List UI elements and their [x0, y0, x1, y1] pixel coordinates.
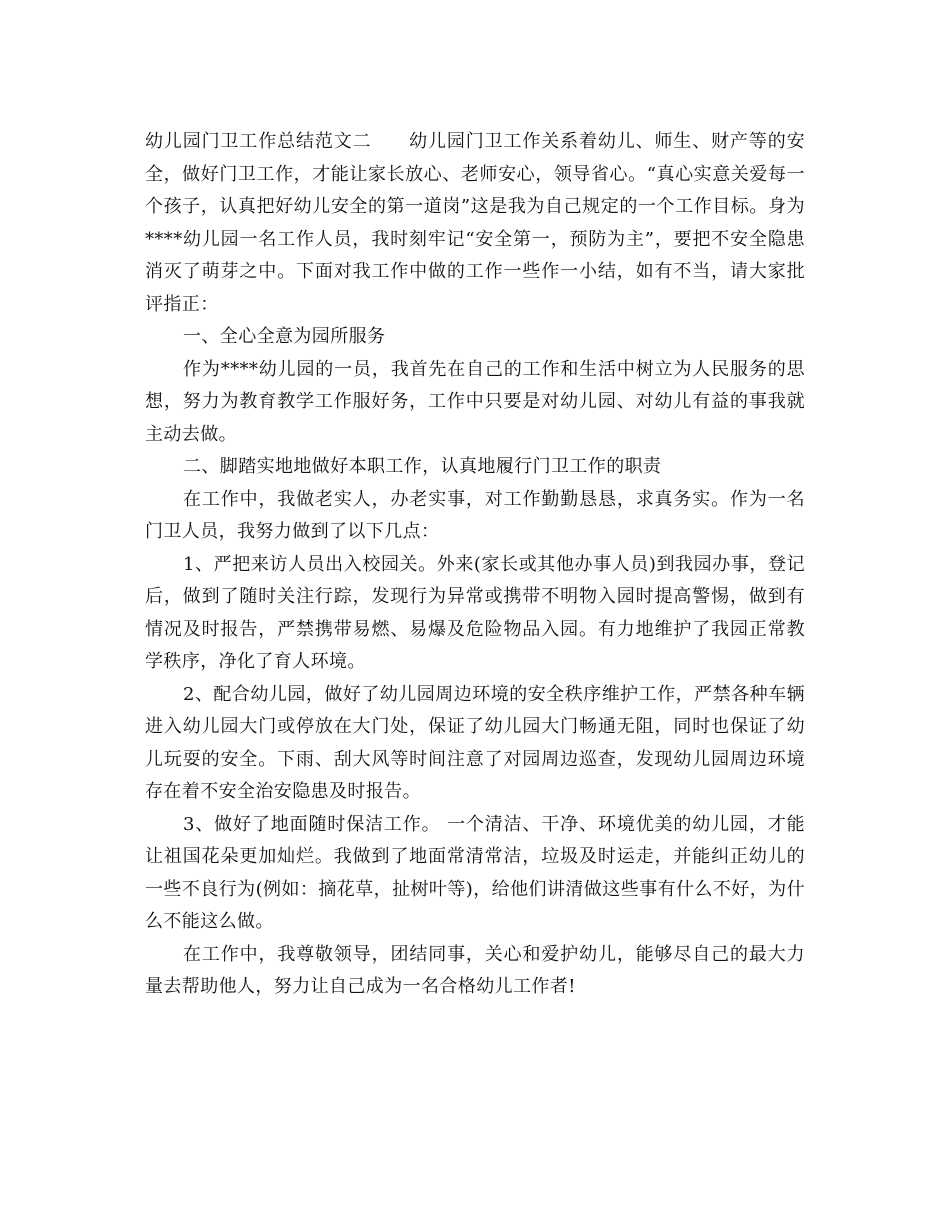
body-paragraph: 作为****幼儿园的一员，我首先在自己的工作和生活中树立为人民服务的思想，努力为教育教学工作服好务，工作中只要是对幼儿园、对幼儿有益的事我就主动去做。: [145, 358, 805, 445]
list-item-3: 3、做好了地面随时保洁工作。 一个清洁、干净、环境优美的幼儿园，才能让祖国花朵更加灿烂。我做到了地面常清常洁，垃圾及时运走，并能纠正幼儿的一些不良行为(例如：摘花草，扯树叶等)，给他们讲清做这些事有什么不好，为什么不能这么做。: [145, 813, 805, 932]
section-heading-2: 二、脚踏实地地做好本职工作，认真地履行门卫工作的职责: [183, 456, 662, 477]
document-body: [145, 126, 805, 1004]
section-heading-1: 一、全心全意为园所服务: [183, 326, 386, 347]
body-paragraph: 在工作中，我做老实人，办老实事，对工作勤勤恳恳，求真务实。作为一名门卫人员，我努力做到了以下几点：: [145, 488, 805, 542]
list-item-2: 2、配合幼儿园，做好了幼儿园周边环境的安全秩序维护工作，严禁各种车辆进入幼儿园大门或停放在大门处，保证了幼儿园大门畅通无阻，同时也保证了幼儿玩耍的安全。下雨、刮大风等时间注意了对园周边巡查，发现幼儿园周边环境存在着不安全治安隐患及时报告。: [145, 683, 805, 802]
closing-paragraph: 在工作中，我尊敬领导，团结同事，关心和爱护幼儿，能够尽自己的最大力量去帮助他人，努力让自己成为一名合格幼儿工作者!: [145, 943, 805, 997]
intro-paragraph: 幼儿园门卫工作总结范文二 幼儿园门卫工作关系着幼儿、师生、财产等的安全，做好门卫工作，才能让家长放心、老师安心，领导省心。“真心实意关爱每一个孩子，认真把好幼儿安全的第一道岗”这是我为自己规定的一个工作目标。身为****幼儿园一名工作人员，我时刻牢记“安全第一，预防为主”，要把不安全隐患消灭了萌芽之中。下面对我工作中做的工作一些作一小结，如有不当，请大家批评指正：: [145, 131, 805, 315]
list-item-1: 1、严把来访人员出入校园关。外来(家长或其他办事人员)到我园办事，登记后，做到了随时关注行踪，发现行为异常或携带不明物入园时提高警惕，做到有情况及时报告，严禁携带易燃、易爆及危险物品入园。有力地维护了我园正常教学秩序，净化了育人环境。: [145, 553, 805, 672]
